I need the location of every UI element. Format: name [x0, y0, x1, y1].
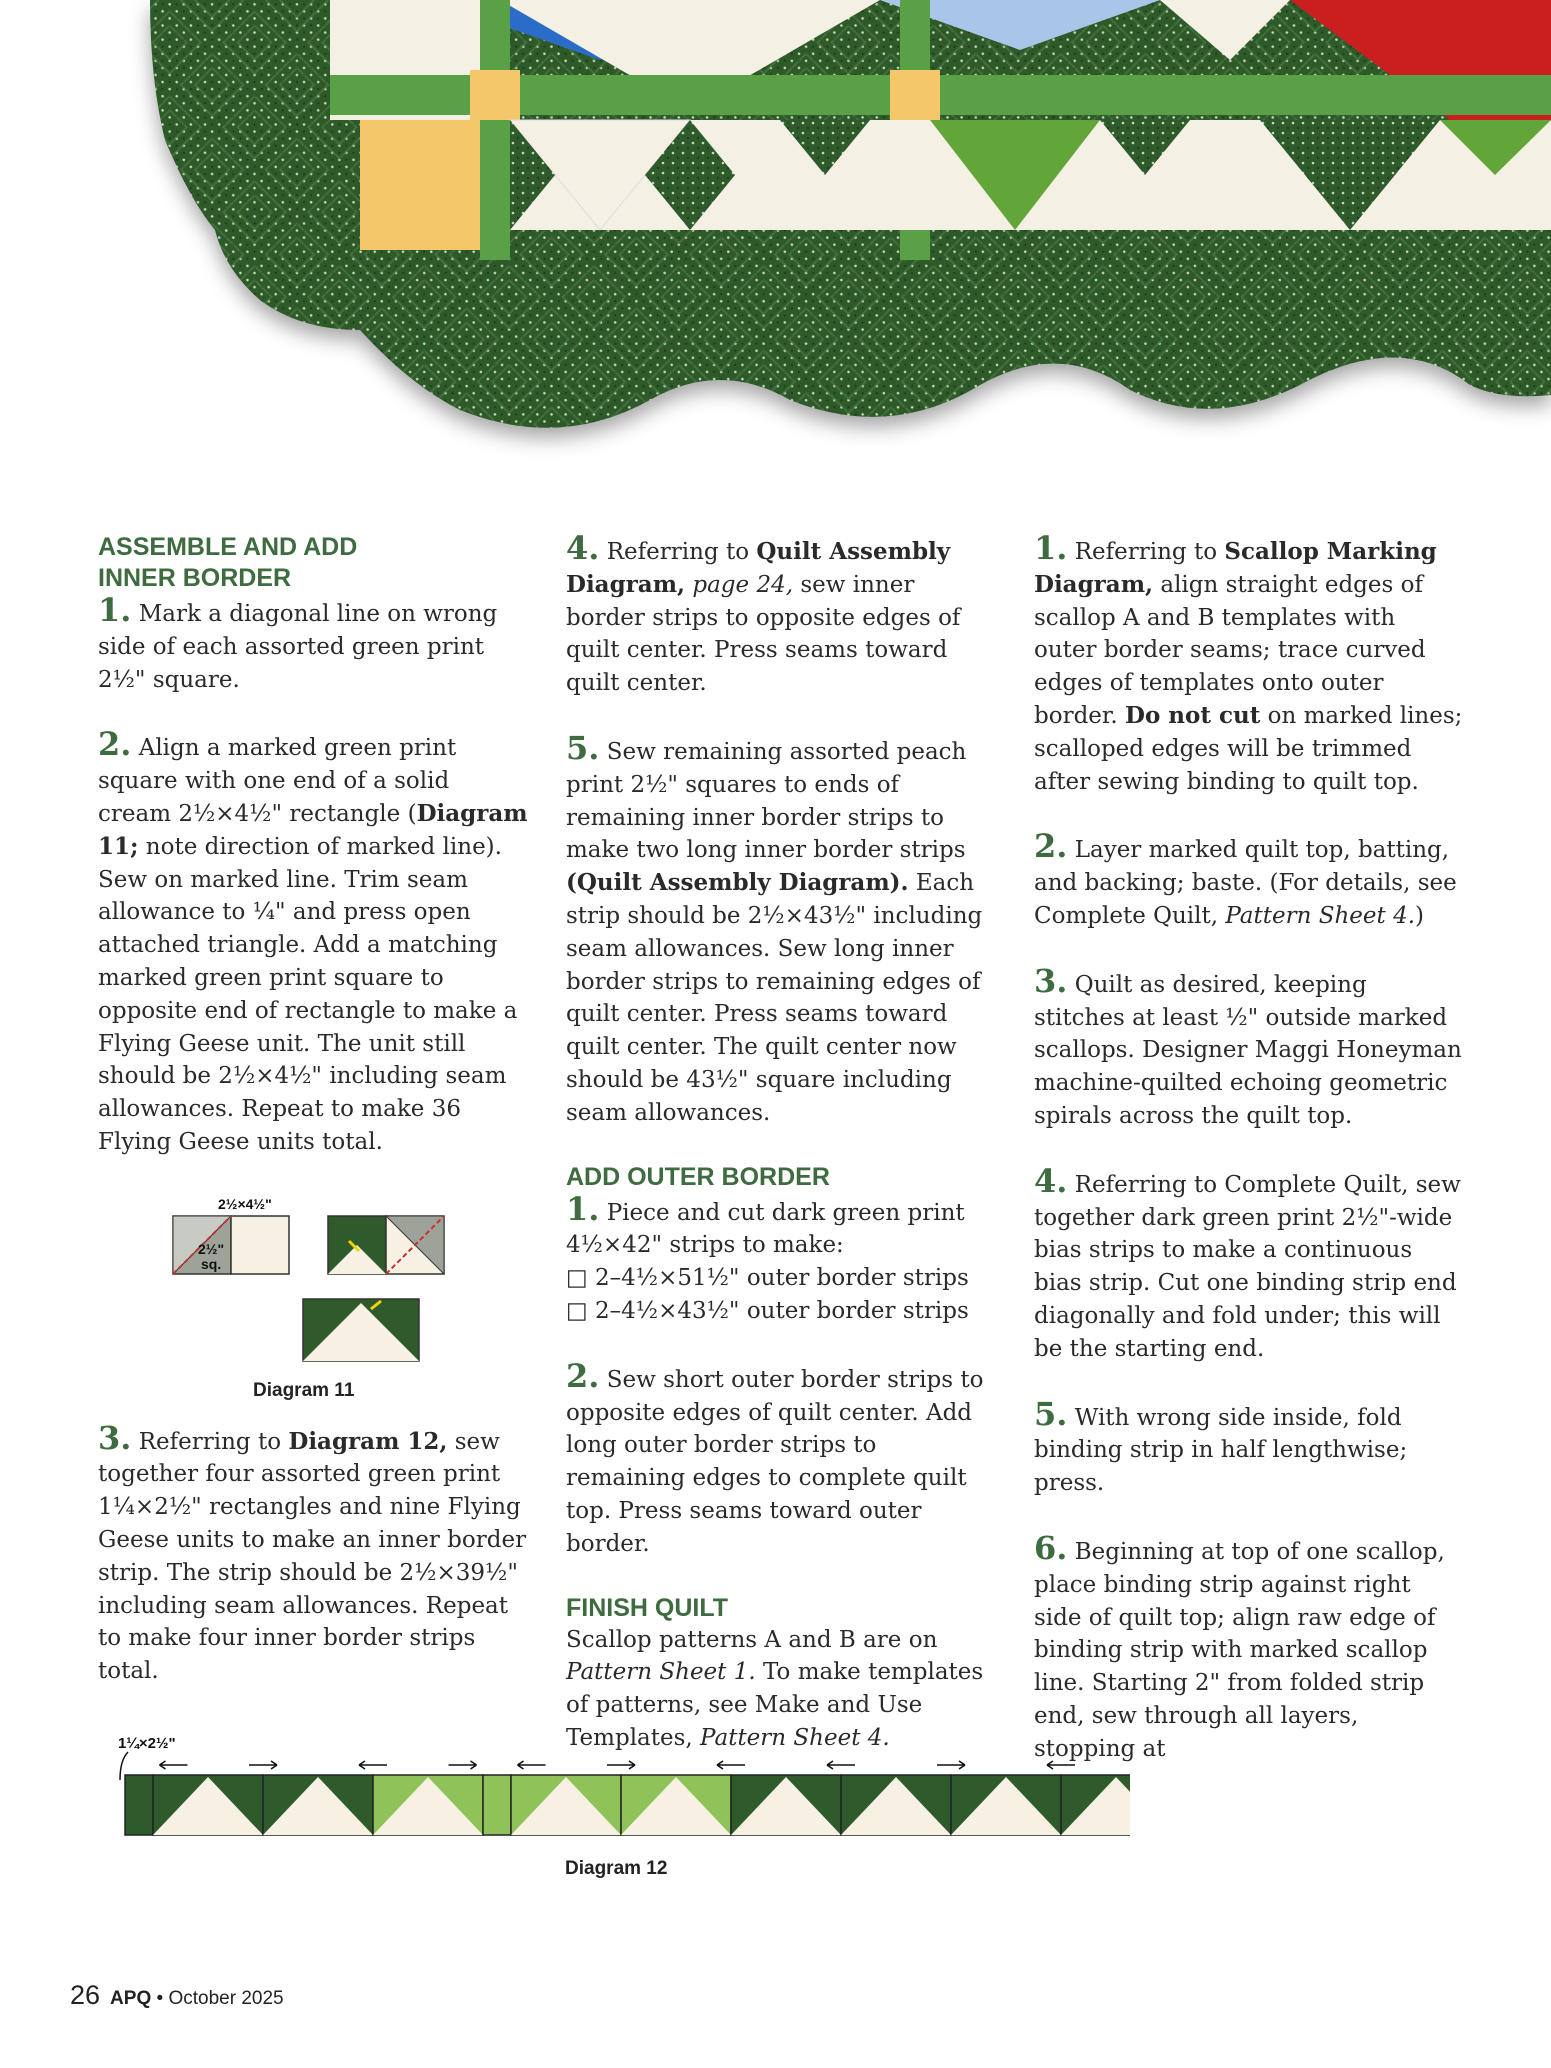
- diagram-11-square-label: 2½": [198, 1240, 225, 1257]
- step-text: Layer marked quilt top, batting, and backing; baste. (For details, see Complete Quilt,: [1034, 837, 1457, 929]
- step-number: 1.: [566, 1189, 600, 1228]
- page-number: 26: [70, 1980, 101, 2010]
- step-text: With wrong side inside, fold binding strip in half lengthwise; press.: [1034, 1404, 1408, 1497]
- step-text: To make templates of patterns, see Make and Use Templates,: [566, 1659, 984, 1751]
- step-number: 3.: [98, 1418, 132, 1457]
- section-heading: ADD OUTER BORDER: [566, 1162, 830, 1191]
- issue-date: October 2025: [168, 1988, 284, 2009]
- pattern-reference: Pattern Sheet 4.: [1225, 902, 1416, 929]
- flying-geese-unit: [841, 1775, 951, 1835]
- magazine-name: APQ: [110, 1988, 152, 2009]
- flying-geese-unit: [153, 1775, 263, 1835]
- finish-step-3: [1034, 961, 1464, 1133]
- diagram-12: [110, 1730, 1130, 1880]
- diagram-11-step-a: [173, 1196, 289, 1274]
- diagram-reference: (Quilt Assembly Diagram).: [566, 869, 909, 897]
- press-direction-arrow: [717, 1761, 745, 1769]
- flying-geese-unit: [1061, 1775, 1130, 1835]
- step-2: [98, 725, 528, 1158]
- cut-list-item: □ 2–4½×51½" outer border strips: [566, 1265, 969, 1292]
- cut-list-item: □ 2–4½×43½" outer border strips: [566, 1297, 969, 1324]
- diagram-12-dim-label: 1¼×2½": [118, 1735, 176, 1752]
- step-number: 4.: [1034, 1161, 1068, 1200]
- press-direction-arrow: [607, 1761, 635, 1769]
- press-direction-arrow: [937, 1761, 965, 1769]
- step-text: Quilt as desired, keeping stitches at least ½" outside marked scallops. Designer Maggi Honeyman machine-quilted echoing geometric spirals across the quilt top.: [1034, 971, 1462, 1129]
- page-footer: [70, 1980, 284, 2011]
- diagram-12-strip: [110, 1730, 1130, 1850]
- step-text: Referring to: [606, 539, 757, 565]
- step-number: 1.: [1034, 529, 1068, 567]
- diagram-11-square-label-sq: sq.: [201, 1255, 222, 1272]
- step-text: note direction of marked line). Sew on marked line. Trim seam allowance to ¼" and press open attached triangle. Add a matching marked green print square to opposite end of rectangle to make a Flying Geese unit. The unit still should be 2½×4½" including seam allowances. Repeat to make 36 Flying Geese units total.: [98, 833, 518, 1155]
- press-direction-arrow: [827, 1761, 855, 1769]
- step-4: [566, 529, 996, 700]
- step-number: 2.: [98, 725, 132, 764]
- press-direction-arrow: [1047, 1761, 1075, 1769]
- press-direction-arrow: [359, 1761, 387, 1769]
- diagram-reference: Diagram 12,: [288, 1427, 448, 1455]
- flying-geese-unit: [731, 1775, 841, 1835]
- finish-step-1: [1034, 529, 1464, 798]
- page-reference: page 24,: [685, 571, 794, 598]
- section-heading: ASSEMBLE AND ADD INNER BORDER: [98, 533, 358, 592]
- footer-separator: •: [151, 1988, 169, 2009]
- step-text: sew together four assorted green print 1¼×2½" rectangles and nine Flying Geese units to make an inner border strip. The strip should be 2½×39½" including seam allowances. Repeat to make four inner border strips total.: [98, 1428, 527, 1685]
- finish-step-2: [1034, 827, 1464, 932]
- column-1: [98, 532, 528, 1720]
- flying-geese-unit: [621, 1775, 731, 1835]
- diagram-11-flying-geese-unit: [303, 1299, 419, 1361]
- flying-geese-unit: [511, 1775, 621, 1835]
- step-text: Sew short outer border strips to opposite edges of quilt center. Add long outer border strips to remaining edges to complete quilt top. Press seams toward outer border.: [566, 1366, 984, 1557]
- diagram-12-caption: Diagram 12: [565, 1858, 668, 1879]
- step-number: 3.: [1034, 961, 1068, 1000]
- step-text: Sew remaining assorted peach print 2½" squares to ends of remaining inner border strips to make two long inner border strips: [566, 738, 967, 864]
- press-direction-arrow: [518, 1761, 546, 1769]
- emphasis: Do not cut: [1125, 701, 1261, 729]
- step-number: 5.: [1034, 1394, 1068, 1433]
- quilt-photo: [0, 0, 1551, 510]
- diagram-11-step-b: [328, 1216, 444, 1274]
- column-2: [566, 529, 996, 1787]
- step-text: align straight edges of scallop A and B templates with outer border seams; trace curved edges of templates onto outer border.: [1034, 571, 1426, 729]
- step-text: Mark a diagonal line on wrong side of each assorted green print 2½" square.: [98, 601, 498, 693]
- finish-step-5: [1034, 1394, 1464, 1500]
- outer-step-2: [566, 1356, 996, 1561]
- border-rectangle: [483, 1775, 511, 1835]
- flying-geese-unit: [263, 1775, 373, 1835]
- step-number: 5.: [566, 728, 600, 767]
- section-heading: FINISH QUILT: [566, 1593, 729, 1622]
- step-text: sew inner border strips to opposite edges of quilt center. Press seams toward quilt center.: [566, 571, 961, 697]
- step-5: [566, 728, 996, 1130]
- step-3: [98, 1418, 528, 1688]
- step-text: Align a marked green print square with one end of a solid cream 2½×4½" rectangle (: [98, 735, 457, 827]
- step-text: Referring to: [1074, 539, 1225, 565]
- step-text: Referring to Complete Quilt, sew together dark green print 2½"-wide bias strips to make a continuous bias strip. Cut one binding strip end diagonally and fold under; this will be the starting end.: [1034, 1171, 1461, 1362]
- outer-step-1: [566, 1189, 996, 1263]
- step-1: [98, 591, 528, 696]
- step-text: ): [1415, 902, 1425, 929]
- step-number: 1.: [98, 591, 132, 629]
- diagram-11-caption: Diagram 11: [253, 1379, 355, 1401]
- step-text: Piece and cut dark green print 4½×42" strips to make:: [566, 1199, 965, 1259]
- border-rectangle: [125, 1775, 153, 1835]
- diagram-reference: Diagram 11;: [98, 799, 528, 860]
- step-number: 2.: [566, 1356, 600, 1395]
- diagram-reference: Quilt Assembly Diagram,: [566, 538, 951, 598]
- step-number: 2.: [1034, 827, 1068, 866]
- step-text: Referring to: [138, 1428, 289, 1455]
- step-text: on marked lines; scalloped edges will be trimmed after sewing binding to quilt top.: [1034, 702, 1463, 795]
- diagram-11: [153, 1191, 453, 1371]
- press-direction-arrow: [160, 1761, 188, 1769]
- flying-geese-unit: [373, 1775, 483, 1835]
- diagram-11-dim-label: 2½×4½": [218, 1195, 272, 1212]
- pattern-reference: Pattern Sheet 4.: [700, 1724, 890, 1751]
- finish-step-4: [1034, 1161, 1464, 1366]
- step-number: 6.: [1034, 1528, 1068, 1567]
- step-number: 4.: [566, 529, 600, 567]
- press-direction-arrow: [449, 1761, 477, 1769]
- press-direction-arrow: [249, 1761, 277, 1769]
- step-text: Scallop patterns A and B are on: [566, 1626, 938, 1653]
- flying-geese-unit: [951, 1775, 1061, 1835]
- pattern-reference: Pattern Sheet 1.: [566, 1659, 756, 1686]
- column-3: [1034, 529, 1464, 1798]
- step-text: Beginning at top of one scallop, place binding strip against right side of quilt top; align raw edge of binding strip with marked scallop line. Starting 2" from folded strip end, sew through all layers, stopping at: [1034, 1538, 1445, 1762]
- diagram-reference: Scallop Marking Diagram,: [1034, 538, 1437, 598]
- step-text: Each strip should be 2½×43½" including seam allowances. Sew long inner border strips to remaining edges of quilt center. Press seams toward quilt center. The quilt center now should be 43½" square including seam allowances.: [566, 870, 983, 1126]
